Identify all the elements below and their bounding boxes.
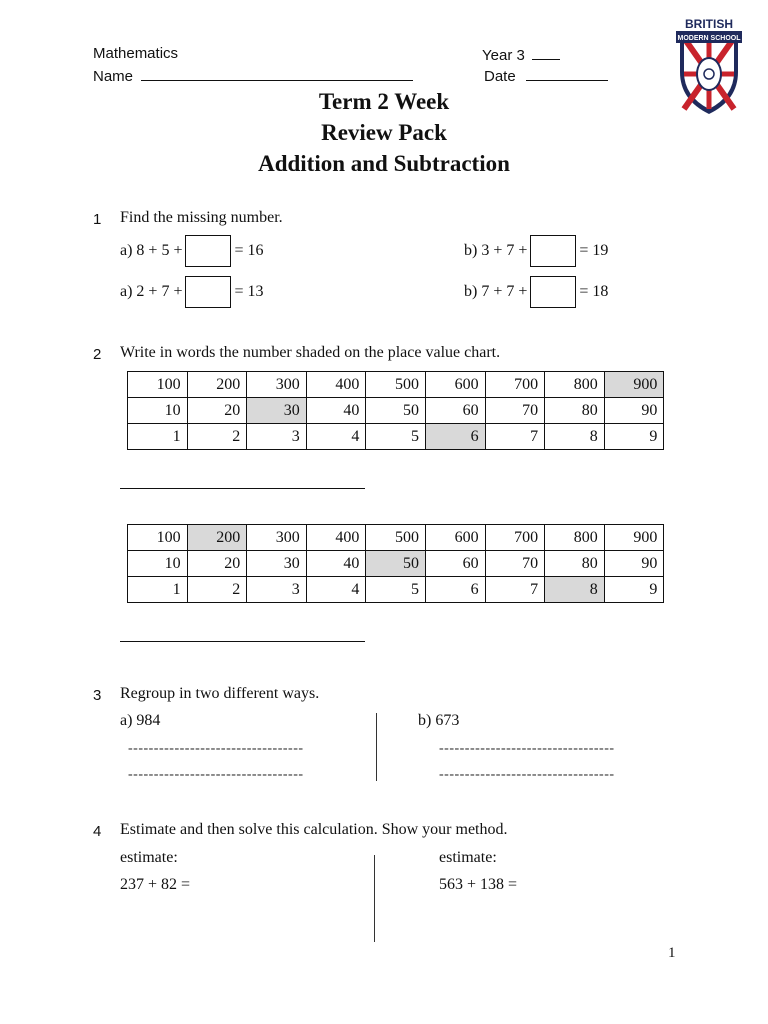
chart1-cell: 4 (306, 424, 366, 450)
chart1-cell: 10 (128, 398, 188, 424)
q1-item-a2-right: = 13 (234, 283, 264, 300)
chart2-row (128, 577, 664, 603)
name-underline (141, 66, 413, 81)
chart2-cell: 9 (604, 577, 664, 603)
title-line-2: Review Pack (321, 120, 447, 145)
chart1-cell: 600 (425, 372, 485, 398)
logo-text-top: BRITISH (685, 17, 733, 31)
logo-text-banner: MODERN SCHOOL (677, 35, 741, 42)
chart1-cell: 800 (545, 372, 605, 398)
chart1-row (128, 398, 664, 424)
chart1-cell: 50 (366, 398, 426, 424)
q3-a-answer-line-1[interactable]: ---------------------------------- (128, 741, 304, 756)
chart2-cell: 7 (485, 577, 545, 603)
chart1-cell: 500 (366, 372, 426, 398)
q3-part-a: a) 984 (120, 712, 161, 729)
q1-item-b1 (464, 234, 608, 268)
chart1-cell: 30 (247, 398, 307, 424)
date-underline (526, 66, 608, 81)
q3-a-answer-line-2[interactable]: ---------------------------------- (128, 767, 304, 782)
place-value-chart-2 (127, 524, 664, 603)
chart1-cell: 20 (187, 398, 247, 424)
chart1-cell: 700 (485, 372, 545, 398)
chart1-cell: 90 (604, 398, 664, 424)
q1-item-b2-left: b) 7 + 7 + (464, 283, 528, 300)
chart2-cell: 3 (247, 577, 307, 603)
chart1-cell: 6 (425, 424, 485, 450)
q1-item-a1-right: = 16 (234, 242, 264, 259)
chart2-cell: 200 (187, 525, 247, 551)
title-line-1: Term 2 Week (318, 89, 450, 114)
q1-answer-box-b2[interactable] (530, 276, 576, 308)
chart1-cell: 1 (128, 424, 188, 450)
chart1-cell: 7 (485, 424, 545, 450)
page-number: 1 (668, 945, 676, 961)
q1-item-b1-right: = 19 (579, 242, 609, 259)
q2-number: 2 (93, 346, 102, 363)
chart1-cell: 3 (247, 424, 307, 450)
q1-item-a1 (120, 234, 264, 268)
chart1-cell: 900 (604, 372, 664, 398)
chart2-cell: 1 (128, 577, 188, 603)
chart1-cell: 200 (187, 372, 247, 398)
chart1-cell: 8 (545, 424, 605, 450)
q1-answer-box-a1[interactable] (185, 235, 231, 267)
chart1-cell: 2 (187, 424, 247, 450)
chart2-cell: 100 (128, 525, 188, 551)
chart2-cell: 2 (187, 577, 247, 603)
chart2-cell: 700 (485, 525, 545, 551)
chart2-cell: 20 (187, 551, 247, 577)
q3-b-answer-line-1[interactable]: ---------------------------------- (439, 741, 615, 756)
chart2-cell: 4 (306, 577, 366, 603)
q4-text: Estimate and then solve this calculation. Show your method. (120, 821, 508, 838)
q4-divider (374, 855, 375, 942)
q4-number: 4 (93, 823, 102, 840)
q1-item-a1-left: a) 8 + 5 + (120, 242, 183, 259)
chart1-cell: 5 (366, 424, 426, 450)
q1-item-b2-right: = 18 (579, 283, 609, 300)
chart1-cell: 300 (247, 372, 307, 398)
chart1-cell: 40 (306, 398, 366, 424)
q4-left-calculation: 237 + 82 = (120, 876, 191, 893)
chart2-cell: 90 (604, 551, 664, 577)
chart2-cell: 70 (485, 551, 545, 577)
q3-number: 3 (93, 687, 102, 704)
chart2-cell: 50 (366, 551, 426, 577)
chart2-cell: 40 (306, 551, 366, 577)
chart1-cell: 60 (425, 398, 485, 424)
chart2-cell: 400 (306, 525, 366, 551)
chart1-cell: 9 (604, 424, 664, 450)
q1-number: 1 (93, 211, 102, 228)
q2-answer-line-1[interactable] (120, 487, 365, 489)
chart2-cell: 900 (604, 525, 664, 551)
chart1-cell: 70 (485, 398, 545, 424)
q3-text: Regroup in two different ways. (120, 685, 320, 702)
chart1-row (128, 424, 664, 450)
chart2-cell: 6 (425, 577, 485, 603)
chart1-cell: 80 (545, 398, 605, 424)
q2-answer-line-2[interactable] (120, 640, 365, 642)
place-value-chart-1 (127, 371, 664, 450)
chart1-cell: 100 (128, 372, 188, 398)
chart2-cell: 300 (247, 525, 307, 551)
chart2-cell: 800 (545, 525, 605, 551)
q1-item-a2-left: a) 2 + 7 + (120, 283, 183, 300)
chart2-cell: 30 (247, 551, 307, 577)
q1-answer-box-a2[interactable] (185, 276, 231, 308)
q4-right-estimate-label: estimate: (439, 849, 497, 866)
q1-answer-box-b1[interactable] (530, 235, 576, 267)
chart2-cell: 5 (366, 577, 426, 603)
date-field[interactable] (484, 66, 608, 85)
q3-b-answer-line-2[interactable]: ---------------------------------- (439, 767, 615, 782)
name-field[interactable] (93, 66, 413, 85)
chart2-cell: 8 (545, 577, 605, 603)
subject-label: Mathematics (93, 45, 179, 62)
name-label: Name (93, 68, 134, 85)
year-label: Year 3 (482, 47, 525, 64)
chart2-cell: 80 (545, 551, 605, 577)
title-line-3: Addition and Subtraction (258, 151, 510, 176)
q3-divider (376, 713, 377, 781)
chart2-row (128, 525, 664, 551)
q1-item-b1-left: b) 3 + 7 + (464, 242, 528, 259)
q3-part-b: b) 673 (418, 712, 460, 729)
chart2-row (128, 551, 664, 577)
year-field[interactable] (482, 45, 560, 64)
chart2-cell: 10 (128, 551, 188, 577)
chart1-row (128, 372, 664, 398)
chart1-cell: 400 (306, 372, 366, 398)
year-underline (532, 45, 560, 60)
q1-item-a2 (120, 275, 264, 309)
q1-text: Find the missing number. (120, 209, 283, 226)
q1-item-b2 (464, 275, 608, 309)
chart2-cell: 600 (425, 525, 485, 551)
chart2-cell: 60 (425, 551, 485, 577)
q2-text: Write in words the number shaded on the place value chart. (120, 344, 501, 361)
chart2-cell: 500 (366, 525, 426, 551)
q4-left-estimate-label: estimate: (120, 849, 178, 866)
q4-right-calculation: 563 + 138 = (439, 876, 518, 893)
date-label: Date (484, 68, 516, 85)
